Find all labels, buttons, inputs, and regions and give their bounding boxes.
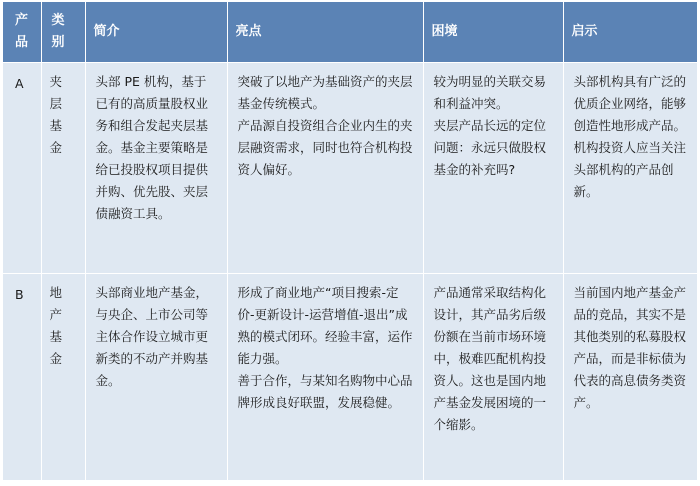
- table-row-b: [3, 274, 697, 481]
- header-intro: 简介: [85, 2, 227, 63]
- header-row: [3, 2, 697, 63]
- product-code: B: [3, 274, 41, 481]
- header-insight: 启示: [563, 2, 697, 63]
- product-dilemma: 产品通常采取结构化设计，其产品劣后级份额在当前市场环境中，极难匹配机构投资人。这也是国内地产基金发展困境的一个缩影。: [423, 274, 563, 481]
- product-dilemma: 较为明显的关联交易和利益冲突。 夹层产品长远的定位问题：永远只做股权基金的补充吗?: [423, 63, 563, 274]
- product-intro: 头部商业地产基金，与央企、上市公司等主体合作设立城市更新类的不动产并购基金。: [85, 274, 227, 481]
- table-row-a: [3, 63, 697, 274]
- header-category: 类 别: [41, 2, 85, 63]
- header-product: 产 品: [3, 2, 41, 63]
- product-code: A: [3, 63, 41, 274]
- product-insight: 当前国内地产基金产品的竞品，其实不是其他类别的私募股权产品，而是非标债为代表的高息债务类资产。: [563, 274, 697, 481]
- product-insight: 头部机构具有广泛的优质企业网络，能够创造性地形成产品。机构投资人应当关注头部机构的产品创新。: [563, 63, 697, 274]
- product-highlights: 形成了商业地产“项目搜索-定价-更新设计-运营增值-退出”成熟的模式闭环。经验丰富，运作能力强。 善于合作，与某知名购物中心品牌形成良好联盟，发展稳健。: [227, 274, 423, 481]
- header-highlights: 亮点: [227, 2, 423, 63]
- product-category: 夹 层 基 金: [41, 63, 85, 274]
- comparison-table: [3, 2, 698, 480]
- product-intro: 头部 PE 机构，基于已有的高质量股权业务和组合发起夹层基金。基金主要策略是给已投股权项目提供并购、优先股、夹层债融资工具。: [85, 63, 227, 274]
- product-category: 地 产 基 金: [41, 274, 85, 481]
- product-highlights: 突破了以地产为基础资产的夹层基金传统模式。 产品源自投资组合企业内生的夹层融资需求，同时也符合机构投资人偏好。: [227, 63, 423, 274]
- header-dilemma: 困境: [423, 2, 563, 63]
